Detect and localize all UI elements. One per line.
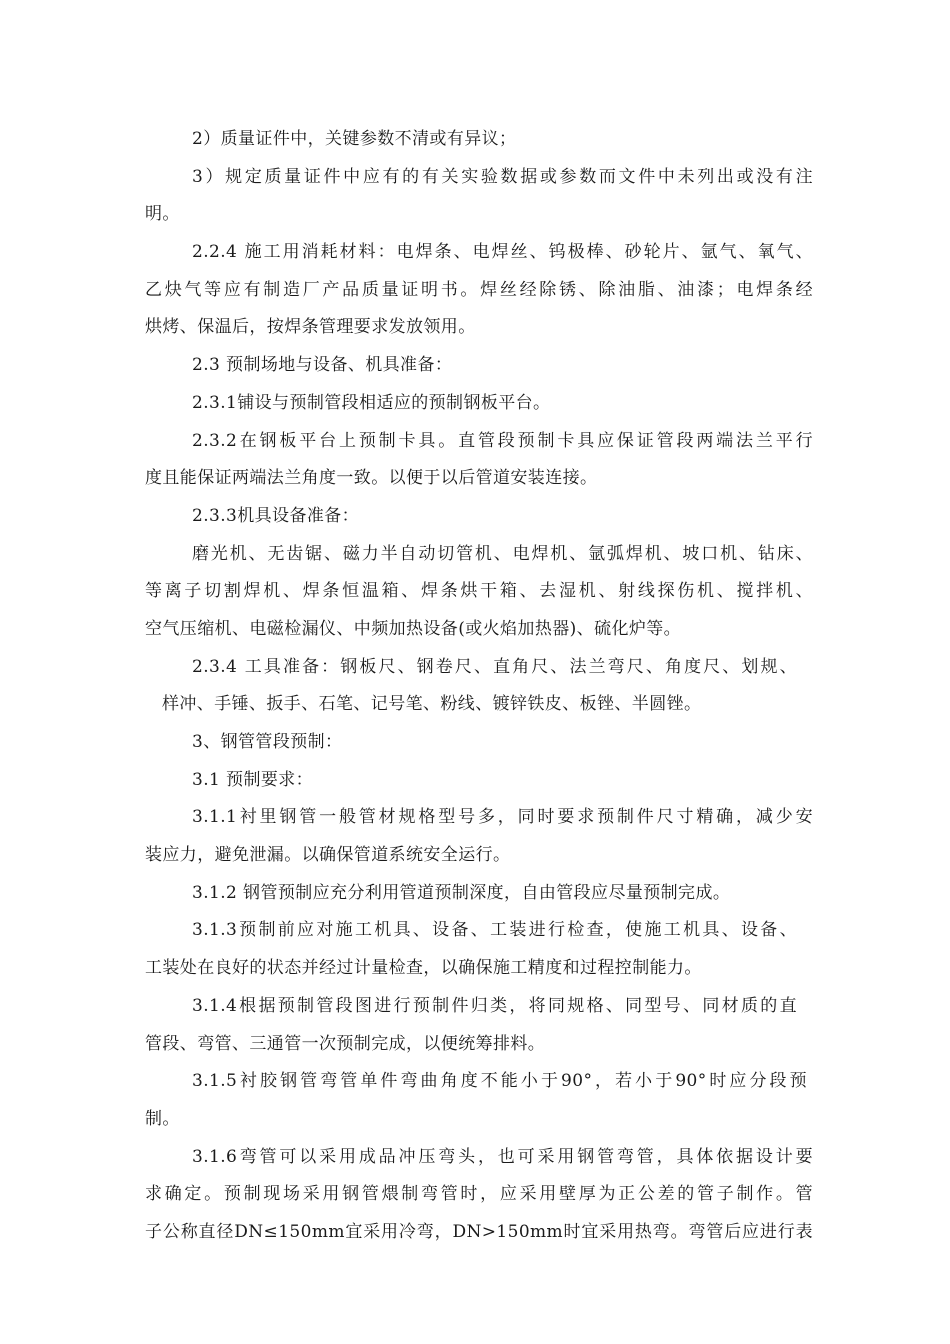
text-line: 等离子切割焊机、焊条恒温箱、焊条烘干箱、去湿机、射线探伤机、搅拌机、 [145, 581, 813, 602]
text-line: 明。 [145, 204, 180, 225]
text-line: 2）质量证件中，关键参数不清或有异议； [192, 129, 517, 149]
section-heading: 3.1 预制要求： [192, 769, 314, 790]
text-line: 乙炔气等应有制造厂产品质量证明书。焊丝经除锈、除油脂、油漆；电焊条经 [145, 279, 813, 300]
text-line: 制。 [145, 1108, 180, 1129]
text-line: 3）规定质量证件中应有的有关实验数据或参数而文件中未列出或没有注 [192, 166, 813, 187]
text-line: 2.3.4 工具准备：钢板尺、钢卷尺、直角尺、法兰弯尺、角度尺、划规、 [192, 656, 797, 677]
text-line: 磨光机、无齿锯、磁力半自动切管机、电焊机、氩弧焊机、坡口机、钻床、 [192, 543, 813, 564]
text-line: 求确定。预制现场采用钢管煨制弯管时，应采用壁厚为正公差的管子制作。管 [145, 1184, 813, 1205]
text-line: 烘烤、保温后，按焊条管理要求发放领用。 [145, 317, 476, 338]
text-line: 样冲、手锤、扳手、石笔、记号笔、粉线、镀锌铁皮、板锉、半圆锉。 [162, 694, 702, 715]
text-line: 2.3.1铺设与预制管段相适应的预制钢板平台。 [192, 392, 551, 413]
text-line: 3.1.2 钢管预制应充分利用管道预制深度，自由管段应尽量预制完成。 [192, 882, 731, 903]
section-heading: 3、钢管管段预制： [192, 732, 343, 752]
text-line: 2.3.2在钢板平台上预制卡具。直管段预制卡具应保证管段两端法兰平行 [192, 430, 813, 451]
text-line: 3.1.5衬胶钢管弯管单件弯曲角度不能小于90°，若小于90°时应分段预 [192, 1071, 807, 1092]
section-heading: 2.3 预制场地与设备、机具准备： [192, 355, 453, 376]
text-line: 3.1.1衬里钢管一般管材规格型号多，同时要求预制件尺寸精确，减少安 [192, 807, 813, 828]
text-line: 子公称直径DN≤150mm宜采用冷弯，DN>150mm时宜采用热弯。弯管后应进行表 [145, 1221, 813, 1242]
text-line: 2.2.4 施工用消耗材料：电焊条、电焊丝、钨极棒、砂轮片、氩气、氧气、 [192, 242, 813, 263]
text-line: 工装处在良好的状态并经过计量检查，以确保施工精度和过程控制能力。 [145, 958, 702, 979]
text-line: 空气压缩机、电磁检漏仪、中频加热设备(或火焰加热器)、硫化炉等。 [145, 618, 682, 639]
text-line: 3.1.6弯管可以采用成品冲压弯头，也可采用钢管弯管，具体依据设计要 [192, 1146, 813, 1167]
text-line: 3.1.3预制前应对施工机具、设备、工装进行检查，使施工机具、设备、 [192, 920, 797, 941]
text-line: 度且能保证两端法兰角度一致。以便于以后管道安装连接。 [145, 468, 598, 489]
text-line: 3.1.4根据预制管段图进行预制件归类，将同规格、同型号、同材质的直 [192, 995, 797, 1016]
text-line: 管段、弯管、三通管一次预制完成，以便统筹排料。 [145, 1033, 546, 1054]
text-line: 装应力，避免泄漏。以确保管道系统安全运行。 [145, 845, 511, 866]
document-body [145, 121, 813, 1252]
section-heading: 2.3.3机具设备准备： [192, 505, 360, 526]
